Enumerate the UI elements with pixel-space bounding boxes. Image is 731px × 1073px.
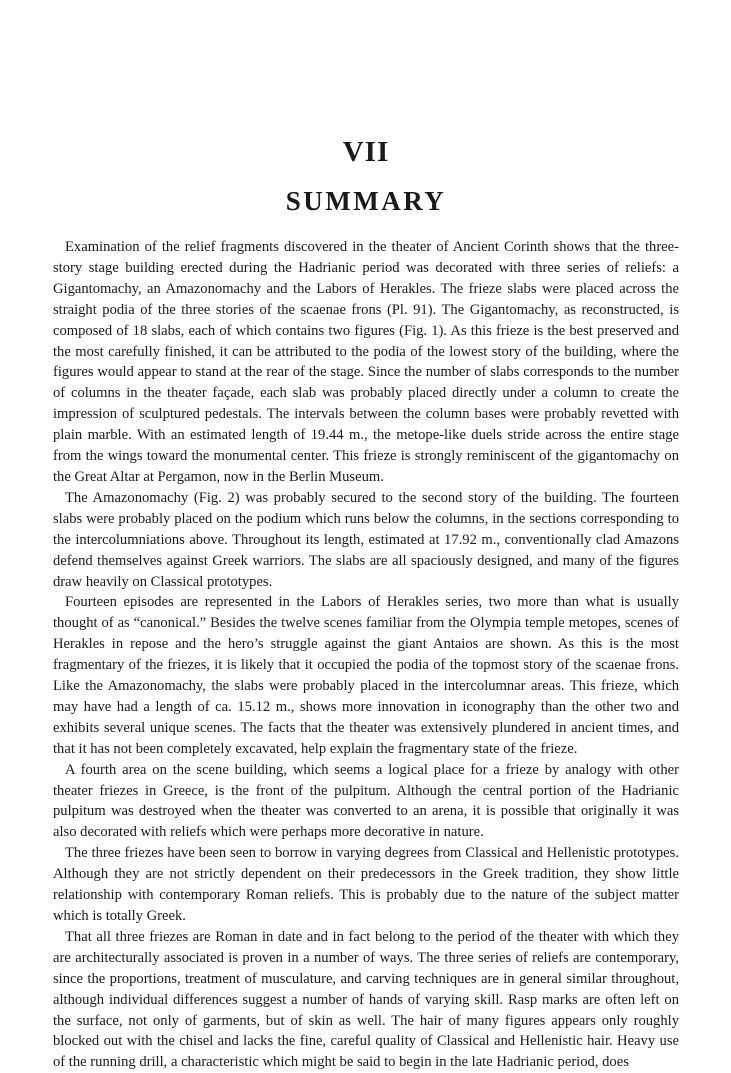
chapter-number: VII	[342, 136, 390, 168]
chapter-title: SUMMARY	[285, 186, 447, 216]
paragraph: Fourteen episodes are represented in the Labors of Herakles series, two more than what is usually thought of as “canonical.” Besides the twelve scenes familiar from the Olympia temple metopes, scenes of Herakles in repose and the hero’s struggle against the giant Antaios are shown. As this is the most fragmentary of the friezes, it is likely that it occupied the podia of the topmost story of the scaenae frons. Like the Amazonomachy, the slabs were probably placed in the intercolumnar areas. This frieze, which may have had a length of ca. 15.12 m., shows more innovation in iconography than the other two and exhibits several unique scenes. The facts that the theater was extensively plundered in ancient times, and that it has not been completely excavated, help explain the fragmentary state of the frieze.	[53, 594, 679, 757]
body-text	[53, 237, 679, 1073]
paragraph: The three friezes have been seen to borrow in varying degrees from Classical and Hellenistic prototypes. Although they are not strictly dependent on their predecessors in the Greek tradition, they show little relationship with contemporary Roman reliefs. This is probably due to the nature of the subject matter which is totally Greek.	[53, 845, 679, 924]
paragraph: The Amazonomachy (Fig. 2) was probably secured to the second story of the building. The fourteen slabs were probably placed on the podium which runs below the columns, in the sections corresponding to the intercolumniations above. Throughout its length, estimated at 17.92 m., conventionally clad Amazons defend themselves against Greek warriors. The slabs are all spaciously designed, and many of the figures draw heavily on Classical prototypes.	[53, 489, 679, 590]
paragraph: That all three friezes are Roman in date and in fact belong to the period of the theater with which they are architecturally associated is proven in a number of ways. The three series of reliefs are contemporary, since the proportions, treatment of musculature, and carving techniques are in general similar throughout, although individual differences suggest a number of hands of varying skill. Rasp marks are often left on the surface, not only of garments, but of skin as well. The hair of many figures appears only roughly blocked out with the chisel and lacks the fine, careful quality of Classical and Hellenistic hair. Heavy use of the running drill, a characteristic which might be said to begin in the late Hadrianic period, does	[53, 928, 679, 1071]
paragraph: Examination of the relief fragments discovered in the theater of Ancient Corinth shows that the three-story stage building erected during the Hadrianic period was decorated with three series of reliefs: a Gigantomachy, an Amazonomachy and the Labors of Herakles. The frieze slabs were placed across the straight podia of the three stories of the scaenae frons (Pl. 91). The Gigantomachy, as reconstructed, is composed of 18 slabs, each of which contains two figures (Fig. 1). As this frieze is the best preserved and the most carefully finished, it can be attributed to the podia of the lowest story of the building, where the figures would appear to stand at the rear of the stage. Since the number of slabs corresponds to the number of columns in the theater façade, each slab was probably placed directly under a column to create the impression of sculptured pedestals. The intervals between the column bases were probably revetted with plain marble. With an estimated length of 19.44 m., the metope-like duels stride across the entire stage from the wings toward the monumental center. This frieze is strongly reminiscent of the gigantomachy on the Great Altar at Pergamon, now in the Berlin Museum.	[53, 239, 679, 485]
paragraph: A fourth area on the scene building, which seems a logical place for a frieze by analogy with other theater friezes in Greece, is the front of the pulpitum. Although the central portion of the Hadrianic pulpitum was destroyed when the theater was converted to an arena, it is possible that originally it was also decorated with reliefs which were perhaps more decorative in nature.	[53, 761, 679, 841]
page	[53, 135, 679, 1073]
